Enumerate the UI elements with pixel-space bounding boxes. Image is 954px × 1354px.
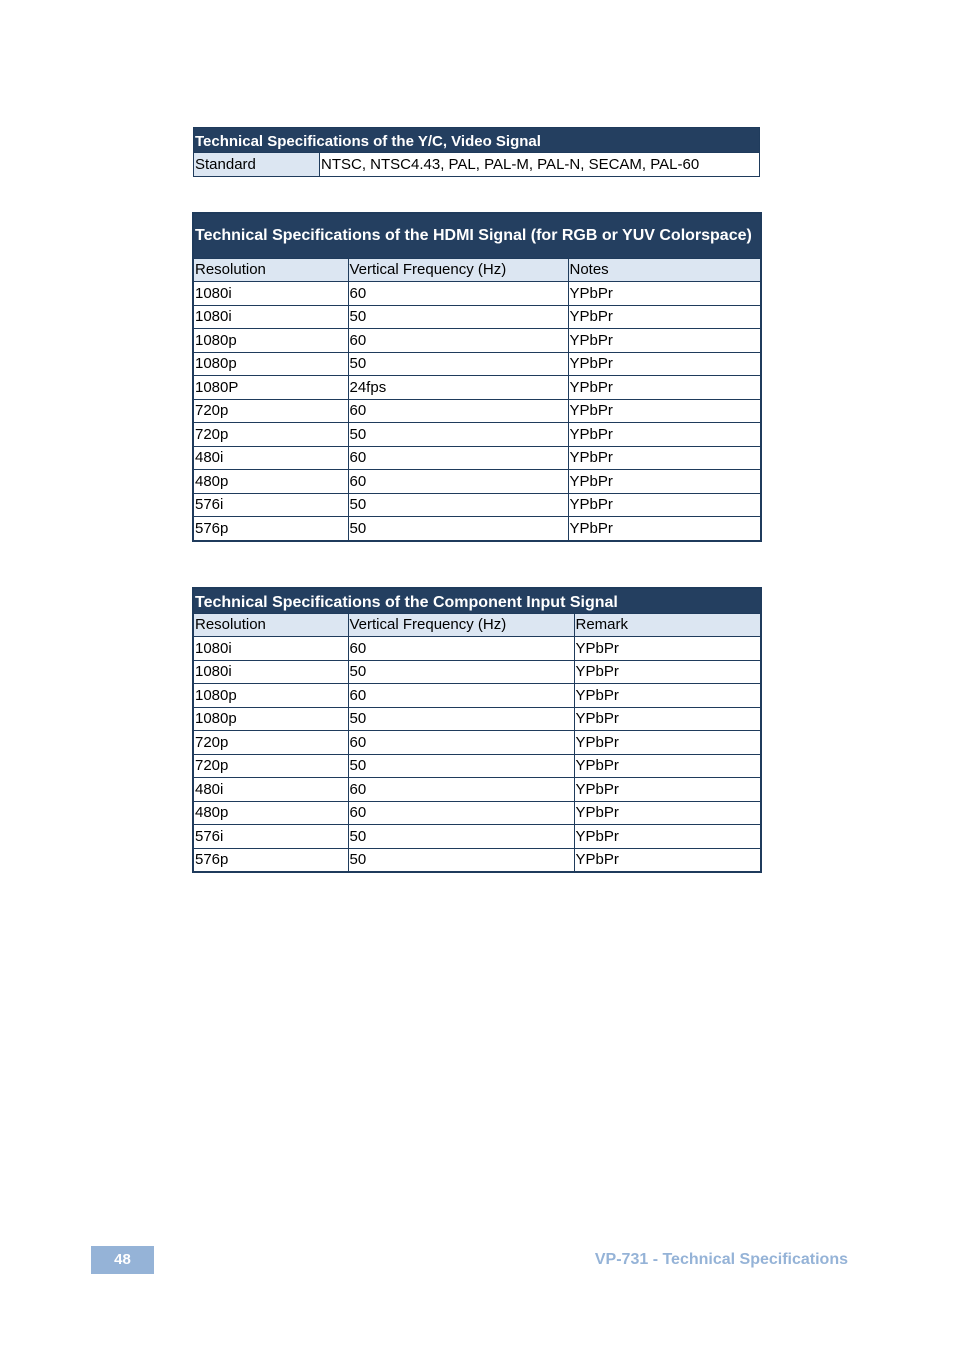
table-cell: 1080i <box>193 305 348 329</box>
table-cell: YPbPr <box>568 517 761 541</box>
table-cell: YPbPr <box>574 778 761 802</box>
table-row <box>193 517 761 541</box>
table-cell: 576i <box>193 825 348 849</box>
table-row <box>193 446 761 470</box>
table-row <box>193 423 761 447</box>
table-cell: YPbPr <box>574 848 761 872</box>
yc-spec-table <box>193 127 760 177</box>
table-cell: 576i <box>193 493 348 517</box>
component-spec-table <box>192 587 762 873</box>
table-cell: 50 <box>348 848 574 872</box>
table-row <box>193 282 761 306</box>
table-cell: 60 <box>348 282 568 306</box>
table-cell: 480p <box>193 801 348 825</box>
column-header: Vertical Frequency (Hz) <box>348 614 574 637</box>
table-row <box>193 778 761 802</box>
table-cell: 60 <box>348 446 568 470</box>
table-cell: 24fps <box>348 376 568 400</box>
table-cell: 1080p <box>193 352 348 376</box>
table-cell: 60 <box>348 731 574 755</box>
table-cell: YPbPr <box>568 470 761 494</box>
table-cell: YPbPr <box>568 493 761 517</box>
table-cell: 576p <box>193 517 348 541</box>
column-header: Vertical Frequency (Hz) <box>348 259 568 282</box>
table-row <box>193 848 761 872</box>
yc-standard-label: Standard <box>194 153 320 177</box>
table-cell: YPbPr <box>568 399 761 423</box>
table-cell: 60 <box>348 399 568 423</box>
table-cell: 720p <box>193 399 348 423</box>
table-cell: 50 <box>348 825 574 849</box>
table-cell: 480p <box>193 470 348 494</box>
table-row <box>193 376 761 400</box>
footer-doc-title: VP-731 - Technical Specifications <box>594 1251 848 1268</box>
table-row <box>193 801 761 825</box>
table-cell: YPbPr <box>568 446 761 470</box>
table-cell: 50 <box>348 305 568 329</box>
hdmi-spec-table <box>192 212 762 542</box>
table-cell: 1080P <box>193 376 348 400</box>
table-cell: 60 <box>348 637 574 661</box>
table-row <box>193 329 761 353</box>
table-cell: 50 <box>348 660 574 684</box>
table-row <box>193 352 761 376</box>
table-cell: 50 <box>348 754 574 778</box>
table-cell: 1080p <box>193 707 348 731</box>
table-cell: 480i <box>193 778 348 802</box>
table-cell: YPbPr <box>574 801 761 825</box>
yc-table-title: Technical Specifications of the Y/C, Video Signal <box>194 128 760 153</box>
table-row <box>193 754 761 778</box>
table-cell: YPbPr <box>568 305 761 329</box>
column-header: Remark <box>574 614 761 637</box>
table-cell: 1080i <box>193 282 348 306</box>
page-number: 48 <box>91 1246 154 1274</box>
table-row <box>193 637 761 661</box>
table-cell: 60 <box>348 778 574 802</box>
table-cell: 60 <box>348 801 574 825</box>
table-row <box>193 493 761 517</box>
table-cell: YPbPr <box>574 637 761 661</box>
table-cell: 1080p <box>193 329 348 353</box>
table-row <box>193 731 761 755</box>
table-cell: YPbPr <box>568 376 761 400</box>
table-cell: YPbPr <box>574 731 761 755</box>
table-cell: 1080p <box>193 684 348 708</box>
column-header: Notes <box>568 259 761 282</box>
table-cell: YPbPr <box>574 660 761 684</box>
table-row <box>193 684 761 708</box>
table-cell: YPbPr <box>574 754 761 778</box>
table-cell: YPbPr <box>574 825 761 849</box>
table-cell: 60 <box>348 329 568 353</box>
table-row <box>193 825 761 849</box>
table-cell: YPbPr <box>568 423 761 447</box>
table-cell: YPbPr <box>574 707 761 731</box>
table-cell: YPbPr <box>574 684 761 708</box>
hdmi-table-title: Technical Specifications of the HDMI Signal (for RGB or YUV Colorspace) <box>193 213 761 259</box>
table-cell: 480i <box>193 446 348 470</box>
table-cell: 576p <box>193 848 348 872</box>
component-table-title: Technical Specifications of the Component Input Signal <box>193 588 761 614</box>
table-cell: 50 <box>348 423 568 447</box>
table-row <box>193 470 761 494</box>
table-row <box>193 399 761 423</box>
table-cell: YPbPr <box>568 352 761 376</box>
table-row <box>193 305 761 329</box>
table-cell: 50 <box>348 517 568 541</box>
table-cell: 1080i <box>193 637 348 661</box>
table-cell: 720p <box>193 754 348 778</box>
table-cell: 50 <box>348 707 574 731</box>
table-cell: YPbPr <box>568 329 761 353</box>
table-cell: 60 <box>348 470 568 494</box>
table-cell: 1080i <box>193 660 348 684</box>
table-cell: 50 <box>348 493 568 517</box>
table-cell: 720p <box>193 423 348 447</box>
table-cell: 720p <box>193 731 348 755</box>
table-cell: YPbPr <box>568 282 761 306</box>
column-header: Resolution <box>193 259 348 282</box>
yc-standard-value: NTSC, NTSC4.43, PAL, PAL-M, PAL-N, SECAM, PAL-60 <box>320 153 760 177</box>
table-cell: 50 <box>348 352 568 376</box>
table-cell: 60 <box>348 684 574 708</box>
table-row <box>193 660 761 684</box>
column-header: Resolution <box>193 614 348 637</box>
table-row <box>193 707 761 731</box>
